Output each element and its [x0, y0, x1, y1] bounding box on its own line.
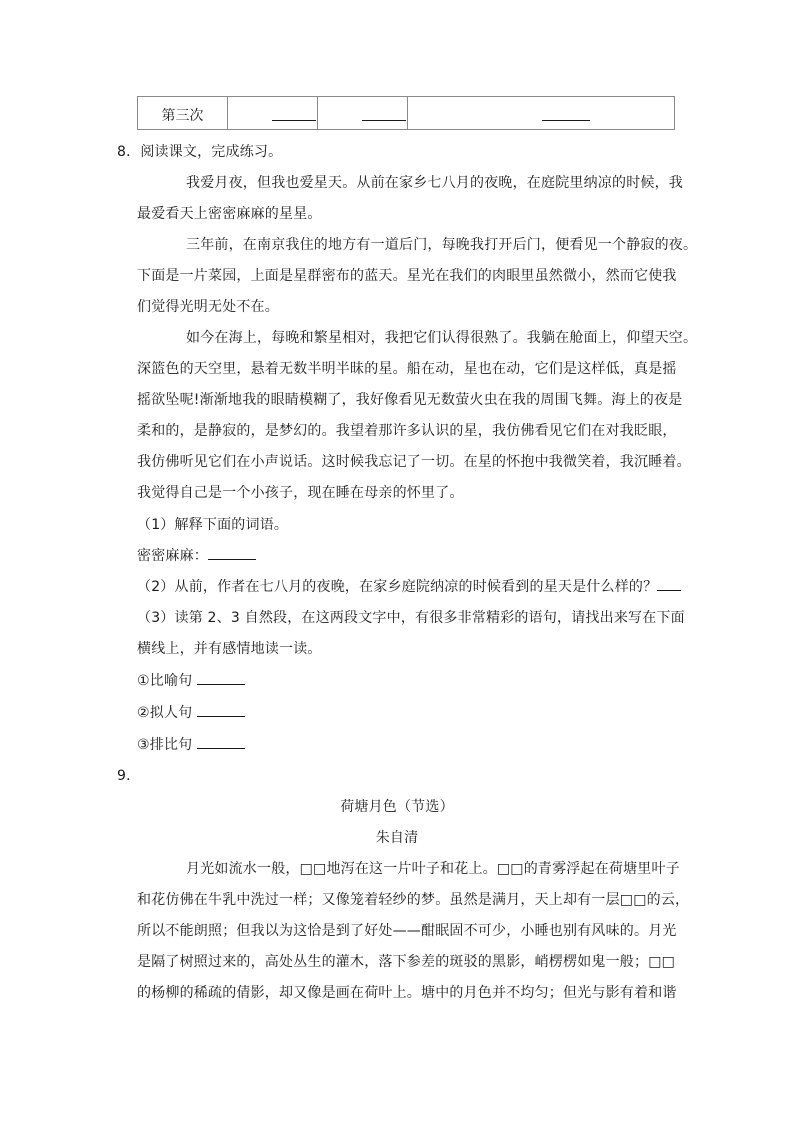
option-label: ②拟人句	[137, 705, 193, 721]
passage-line: 如今在海上，每晚和繁星相对，我把它们认得很熟了。我躺在舱面上，仰望天空。	[186, 330, 698, 346]
passage-line: 柔和的，是静寂的，是梦幻的。我望着那许多认识的星，我仿佛看见它们在对我眨眼，	[137, 423, 677, 439]
option-label: ③排比句	[137, 737, 193, 753]
fill-blank[interactable]	[542, 120, 590, 121]
passage-line: 是隔了树照过来的，高处丛生的灌木，落下参差的斑驳的黑影，峭楞楞如鬼一般；□□	[137, 954, 676, 970]
passage-line: 下面是一片菜园，上面是星群密布的蓝天。星光在我们的肉眼里虽然微小，然而它使我	[137, 268, 677, 284]
table-row-label: 第三次	[161, 108, 204, 124]
passage-title: 荷塘月色（节选）	[340, 799, 454, 815]
option-metaphor	[137, 670, 245, 690]
passage-line: 们觉得光明无处不在。	[137, 299, 279, 315]
passage-line: 的杨柳的稀疏的倩影，却又像是画在荷叶上。塘中的月色并不均匀；但光与影有着和谐	[137, 985, 677, 1001]
answer-blank[interactable]	[197, 671, 245, 685]
passage-line: 我仿佛听见它们在小声说话。这时候我忘记了一切。在星的怀抱中我微笑着，我沉睡着。	[137, 454, 691, 470]
option-label: ①比喻句	[137, 673, 193, 689]
option-parallelism	[137, 734, 245, 754]
table-cell-blank-1	[228, 97, 318, 129]
question-instruction: 阅读课文，完成练习。	[140, 144, 283, 160]
sub-question-3-line-1: （3）读第 2、3 自然段，在这两段文字中，有很多非常精彩的语句，请找出来写在下面	[137, 610, 685, 626]
fill-blank[interactable]	[362, 120, 406, 121]
question-8-header	[117, 141, 282, 161]
passage-line: 我觉得自己是一个小孩子，现在睡在母亲的怀里了。	[137, 485, 464, 501]
passage-author: 朱自清	[375, 830, 419, 846]
table-cell-label	[138, 97, 228, 129]
sub-question-1: （1）解释下面的词语。	[137, 517, 289, 533]
sub-question-3-line-2: 横线上，并有感情地读一读。	[137, 641, 322, 657]
question-9-number: 9．	[117, 768, 141, 784]
table-cell-blank-2	[318, 97, 408, 129]
passage-line: 深篮色的天空里，悬着无数半明半昧的星。船在动，星也在动，它们是这样低，真是摇	[137, 361, 677, 377]
passage-line: 我爱月夜，但我也爱星天。从前在家乡七八月的夜晚，在庭院里纳凉的时候，我	[186, 175, 683, 191]
answer-table	[137, 96, 675, 130]
sub-question-2	[137, 576, 681, 596]
passage-line: 月光如流水一般，□□地泻在这一片叶子和花上。□□的青雾浮起在荷塘里叶子	[186, 861, 680, 877]
passage-line: 三年前，在南京我住的地方有一道后门，每晚我打开后门，便看见一个静寂的夜。	[186, 237, 698, 253]
word-label: 密密麻麻：	[137, 548, 208, 564]
answer-blank[interactable]	[197, 735, 245, 749]
passage-line: 所以不能朗照；但我以为这恰是到了好处——酣眠固不可少，小睡也别有风味的。月光	[137, 923, 677, 939]
question-number: 8．	[117, 144, 141, 160]
sub-question-1-word	[137, 545, 256, 565]
answer-blank[interactable]	[208, 546, 256, 560]
answer-blank[interactable]	[197, 703, 245, 717]
answer-blank[interactable]	[657, 577, 681, 591]
passage-line: 和花仿佛在牛乳中洗过一样；又像笼着轻纱的梦。虽然是满月，天上却有一层□□的云，	[137, 892, 690, 908]
passage-line: 摇欲坠呢!渐渐地我的眼睛模糊了，我好像看见无数萤火虫在我的周围飞舞。海上的夜是	[137, 392, 683, 408]
table-cell-blank-3	[408, 97, 674, 129]
option-personification	[137, 702, 245, 722]
passage-line: 最爱看天上密密麻麻的星星。	[137, 206, 322, 222]
sub-question-2-text: （2）从前，作者在七八月的夜晚，在家乡庭院纳凉的时候看到的星天是什么样的？	[137, 579, 658, 595]
fill-blank[interactable]	[272, 120, 316, 121]
